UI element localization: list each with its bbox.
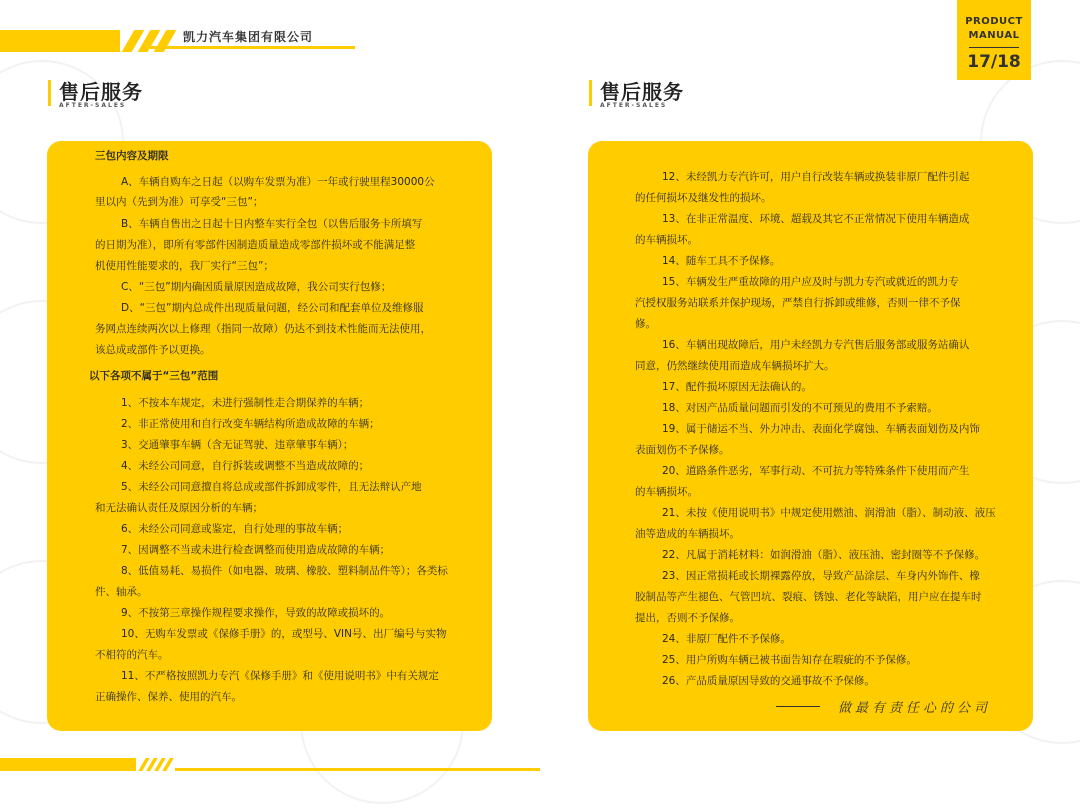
body-text-line: 9、不按第三章操作规程要求操作，导致的故障或损坏的。 [121,607,391,619]
body-text-line: 的车辆损坏。 [635,486,698,498]
footer-stripes [138,758,178,771]
body-text-line: 25、用户所购车辆已被书面告知存在瑕疵的不予保修。 [662,654,917,666]
body-text-line: 4、未经公司同意，自行拆装或调整不当造成故障的； [121,460,370,472]
body-text-line: 的日期为准），即所有零部件因制造质量造成零部件损坏或不能满足整 [95,239,416,251]
product-manual-tab [957,0,1031,80]
body-text-line: 的车辆损坏。 [635,234,698,246]
footer-bar [0,758,136,771]
body-text-line: 机使用性能要求的，我厂实行“三包”； [95,260,274,272]
body-text-line: 10、无购车发票或《保修手册》的，或型号、VIN号、出厂编号与实物 [121,628,447,640]
manual-label-line1: PRODUCT [965,16,1023,27]
right-heading-accent [589,80,592,106]
body-text-line: 件、轴承。 [95,586,148,598]
body-text-line: 胶制品等产生褪色、气管凹坑、裂痕、锈蚀、老化等缺陷，用户应在提车时 [635,591,982,603]
body-text-line: 20、道路条件恶劣，军事行动、不可抗力等特殊条件下使用而产生 [662,465,970,477]
body-text-line: 11、不严格按照凯力专汽《保修手册》和《使用说明书》中有关规定 [121,670,439,682]
body-text-line: 6、未经公司同意或鉴定，自行处理的事故车辆； [121,523,349,535]
body-text-line: D、“三包”期内总成件出现质量问题，经公司和配套单位及维修服 [121,302,424,314]
body-text-line: 21、未按《使用说明书》中规定使用燃油、润滑油（脂）、制动液、液压 [662,507,996,519]
page-number: 17/18 [967,52,1021,72]
body-text-line: 2、非正常使用和自行改变车辆结构所造成故障的车辆； [121,418,380,430]
left-section-title: 售后服务 [59,80,143,104]
body-text-line: 表面划伤不予保修。 [635,444,730,456]
body-text-line: 里以内（先到为准）可享受“三包”； [95,196,264,208]
body-text-line: B、车辆自售出之日起十日内整车实行全包（以售后服务卡所填写 [121,218,423,230]
body-text-line: 16、车辆出现故障后，用户未经凯力专汽售后服务部或服务站确认 [662,339,970,351]
body-text-line: 和无法确认责任及原因分析的车辆； [95,502,263,514]
left-heading-accent [48,80,51,106]
body-text-line: 同意，仍然继续使用而造成车辆损坏扩大。 [635,360,835,372]
body-text-line: 该总成或部件予以更换。 [95,344,211,356]
body-text-line: 12、未经凯力专汽许可，用户自行改装车辆或换装非原厂配件引起 [662,171,970,183]
section-subheading: 以下各项不属于“三包”范围 [89,370,219,382]
manual-label-line2: MANUAL [968,30,1020,41]
company-name: 凯力汽车集团有限公司 [183,30,314,44]
right-content-panel [588,141,1033,731]
left-section-subtitle: AFTER-SALES [59,102,127,109]
body-text-line: 5、未经公司同意擅自将总成或部件拆卸成零件，且无法辩认产地 [121,481,422,493]
body-text-line: C、“三包”期内确因质量原因造成故障，我公司实行包修； [121,281,392,293]
body-text-line: 8、低值易耗、易损件（如电器、玻璃、橡胶、塑料制品件等）；各类标 [121,565,448,577]
body-text-line: 汽授权服务站联系并保护现场，严禁自行拆卸或维修，否则一律不予保 [635,297,961,309]
body-text-line: 油等造成的车辆损坏。 [635,528,740,540]
body-text-line: 提出，否则不予保修。 [635,612,740,624]
body-text-line: 18、对因产品质量问题而引发的不可预见的费用不予索赔。 [662,402,938,414]
body-text-line: 17、配件损坏原因无法确认的。 [662,381,812,393]
right-section-subtitle: AFTER-SALES [600,102,668,109]
body-text-line: 23、因正常损耗或长期裸露停放，导致产品涂层、车身内外饰件、橡 [662,570,980,582]
body-text-line: 26、产品质量原因导致的交通事故不予保修。 [662,675,875,687]
header-stripe-bar [0,30,120,52]
body-text-line: 15、车辆发生严重故障的用户应及时与凯力专汽或就近的凯力专 [662,276,959,288]
body-text-line: 7、因调整不当或未进行检查调整而使用造成故障的车辆； [121,544,391,556]
manual-divider [969,47,1019,48]
body-text-line: 19、属于储运不当、外力冲击、表面化学腐蚀、车辆表面划伤及内饰 [662,423,980,435]
body-text-line: 14、随车工具不予保修。 [662,255,781,267]
header-rule [150,46,355,49]
right-section-title: 售后服务 [600,80,684,104]
body-text-line: 1、不按本车规定，未进行强制性走合期保养的车辆； [121,397,370,409]
body-text-line: 正确操作、保养、使用的汽车。 [95,691,242,703]
body-text-line: 修。 [635,318,656,330]
motto-rule [776,706,820,707]
body-text-line: 22、凡属于消耗材料：如润滑油（脂）、液压油、密封圈等不予保修。 [662,549,986,561]
body-text-line: 务网点连续两次以上修理（指同一故障）仍达不到技术性能而无法使用， [95,323,431,335]
footer-rule [175,768,540,771]
section-subheading: 三包内容及期限 [95,150,169,162]
company-motto: 做最有责任心的公司 [838,701,992,716]
body-text-line: 不相符的汽车。 [95,649,169,661]
body-text-line: 24、非原厂配件不予保修。 [662,633,791,645]
body-text-line: A、车辆自购车之日起（以购车发票为准）一年或行驶里程30000公 [121,176,435,188]
body-text-line: 3、交通肇事车辆（含无证驾驶、违章肇事车辆）； [121,439,354,451]
body-text-line: 13、在非正常温度、环境、超载及其它不正常情况下使用车辆造成 [662,213,970,225]
body-text-line: 的任何损坏及继发性的损坏。 [635,192,772,204]
